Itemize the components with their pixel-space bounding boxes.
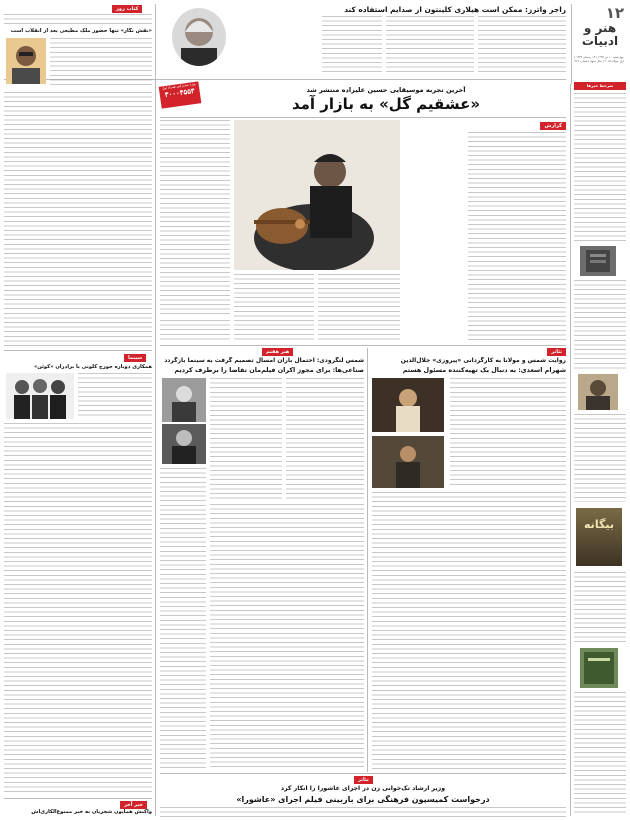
- news-brief-1: [574, 93, 626, 243]
- main-body-under-photo-2: [318, 274, 400, 342]
- main-body-left: [160, 120, 230, 316]
- main-body-left-2: [160, 320, 230, 342]
- news-brief-5: [574, 692, 626, 816]
- top-story-headline: راجر واترز: ممکن است هیلاری کلینتون از صدایم استفاده کند: [344, 5, 566, 14]
- column-divider-right: [570, 84, 571, 816]
- mid-right-body-1: [450, 378, 566, 488]
- left-column-rule-1: [4, 350, 152, 351]
- main-bottom-rule: [160, 345, 566, 346]
- brief-photo-3: [580, 648, 618, 688]
- news-brief-2: [574, 280, 626, 370]
- book-cover: [576, 508, 622, 566]
- last-news-headline: واکنش همایون شجریان به خبر ممنوع‌الکاری‌اش: [31, 809, 152, 815]
- left-column-rule-2: [4, 798, 152, 799]
- main-body-right-1: [468, 132, 566, 342]
- top-story-portrait: [172, 8, 226, 66]
- masthead-divider: [571, 4, 572, 84]
- mid-right-photo-2: [372, 436, 444, 488]
- mid-left-body-3: [160, 468, 206, 770]
- report-tag: گزارش: [540, 122, 566, 130]
- column-divider-left: [155, 4, 156, 816]
- brief-photo-2: [578, 374, 618, 410]
- top-story-body-2: [386, 16, 474, 76]
- mid-right-photo-1: [372, 378, 444, 432]
- mid-right-body-2: [372, 492, 566, 770]
- left-column-headline: «نقش نگار» تنها حضور ملک مطیعی بعد از انقلاب است: [10, 28, 152, 34]
- bottom-story-body: [160, 807, 566, 817]
- main-photo: [234, 120, 400, 270]
- mid-left-photo-1: [162, 378, 206, 422]
- mid-left-photo-2: [162, 424, 206, 464]
- top-story-body-1: [478, 16, 566, 76]
- author-portrait: [6, 38, 46, 84]
- left-column-tag: کتاب روز: [112, 5, 142, 13]
- bottom-story-headline: وزیر ارشاد تک‌خوانی زن در اجرای عاشورا را انکار کرد: [280, 785, 446, 792]
- cinema-body-2: [4, 423, 152, 795]
- left-column-lead: [50, 38, 152, 88]
- top-story-body-3: [322, 16, 382, 76]
- mid-left-sub: صناعی‌ها: برای مجوز اکران فیلم‌مان تقاضا را برطرف کردیم: [174, 366, 364, 374]
- last-news-tag: خبر آخر: [120, 801, 147, 809]
- book-title: بیگانه: [584, 518, 614, 531]
- section-title: هنر و ادبیات: [581, 21, 619, 48]
- red-badge: [159, 81, 202, 108]
- bottom-story-tag: تئاتر: [354, 776, 373, 784]
- news-brief-3: [574, 414, 626, 502]
- main-headline-rule: [160, 117, 566, 118]
- mid-right-headline: روایت شمس و مولانا به کارگردانی «پیروزی» جلال‌الدین: [400, 357, 566, 364]
- masthead-logo: [574, 4, 626, 54]
- mid-left-body-1: [210, 378, 282, 500]
- theatre-tag: تئاتر: [547, 348, 566, 356]
- bottom-story-sub: درخواست کمیسیون فرهنگی برای بازبینی فیلم اجرای «عاشورا»: [236, 795, 490, 804]
- bottom-story-rule: [160, 773, 566, 774]
- cinema-photo: [6, 373, 74, 419]
- mid-left-body-2: [286, 378, 364, 500]
- main-kicker: آخرین تجربه موسیقایی حسین علیزاده منتشر شد: [306, 86, 466, 94]
- news-box-header: سرخط خبرها: [574, 82, 626, 90]
- left-column-body: [4, 92, 152, 346]
- mid-right-sub: شهرام اسعدی: به دنبال یک تهیه‌کننده مسئول هستم: [402, 366, 566, 374]
- brief-photo-1: [580, 246, 616, 276]
- mid-left-body-4: [210, 504, 364, 770]
- main-headline: «عشقیم گل» به بازار آمد: [291, 95, 481, 113]
- main-body-under-photo-1: [234, 274, 314, 342]
- cinema-section-tag: هنر هفتم: [262, 348, 293, 356]
- badge-number: ۳۰۰۰۴۵۵۳: [164, 87, 196, 100]
- date-line: چهارشنبه ۱۰ تیر ۱۳۹۴ | ۱۴ رمضان ۱۴۳۶ | اول جولای ۲۰۱۵ | سال سوم | شماره ۳۱۳: [574, 55, 624, 63]
- mid-left-headline: شمس لنگرودی: احتمال باران امسال تصمیم گرفت به سینما بازگردد: [164, 357, 364, 364]
- left-column-intro: [4, 14, 152, 26]
- cinema-headline: همکاری دوباره جورج کلونی با برادران «کوئن»: [33, 364, 152, 370]
- news-brief-4: [574, 572, 626, 644]
- badge-caption: ویژه مشترکین همراه اول: [161, 81, 196, 91]
- page-number: ۱۲: [605, 4, 624, 22]
- mid-divider: [367, 348, 368, 772]
- cinema-body-1: [78, 373, 152, 419]
- cinema-tag: سینما: [124, 354, 146, 362]
